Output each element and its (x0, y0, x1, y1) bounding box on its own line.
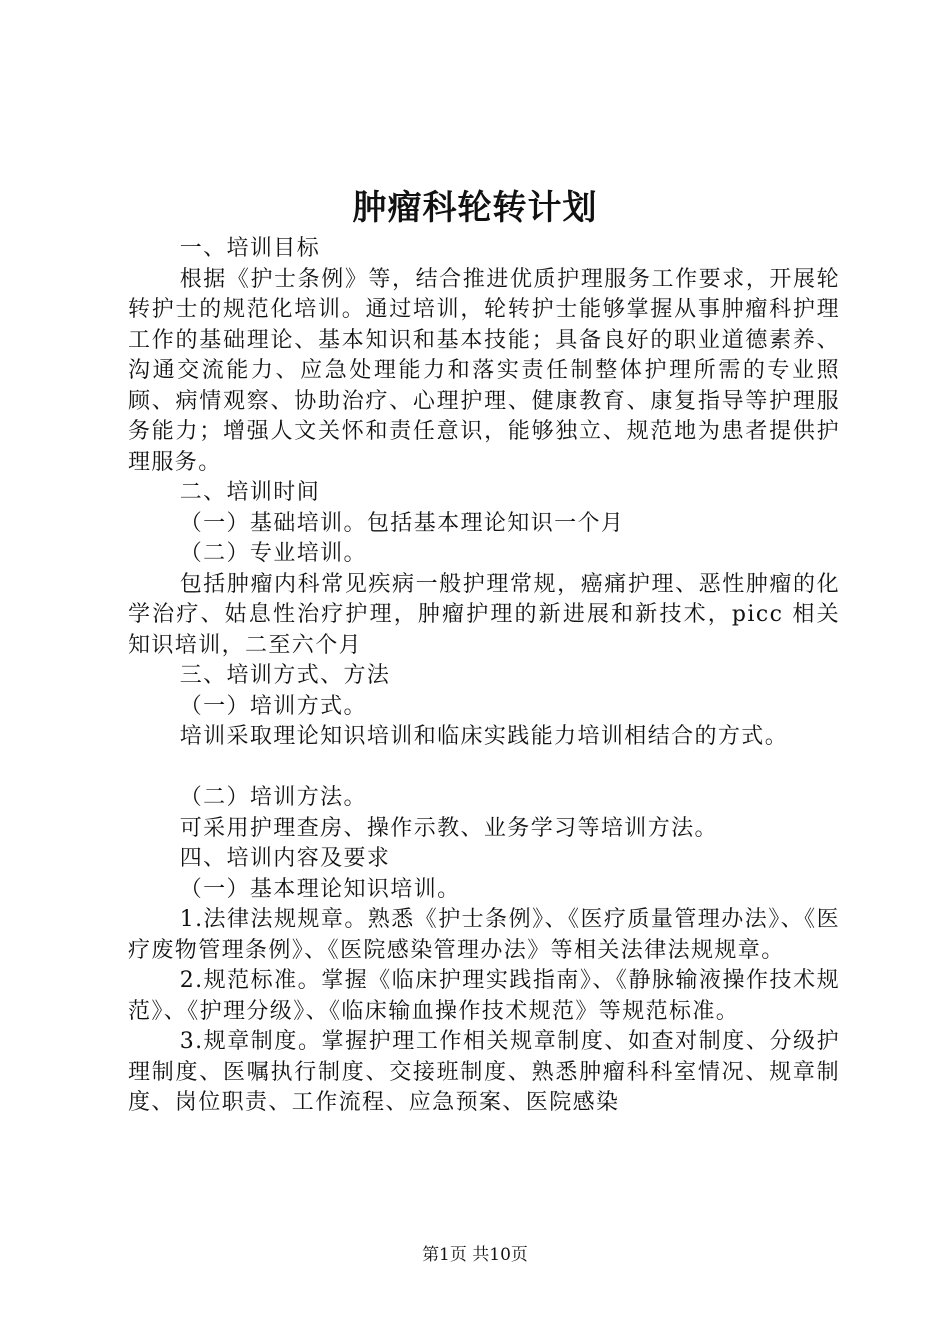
paragraph: 3.规章制度。掌握护理工作相关规章制度、如查对制度、分级护理制度、医嘱执行制度、交接班制度、熟悉肿瘤科科室情况、规章制度、岗位职责、工作流程、应急预案、医院感染 (128, 1029, 840, 1115)
paragraph: （一）培训方式。 (179, 693, 367, 719)
paragraph: （二）培训方法。 (179, 785, 367, 810)
paragraph: 培训采取理论知识培训和临床实践能力培训相结合的方式。 (179, 724, 789, 749)
page-footer: 第1页 共10页 (422, 1245, 528, 1265)
paragraph: 根据《护士条例》等，结合推进优质护理服务工作要求，开展轮转护士的规范化培训。通过培训，轮转护士能够掌握从事肿瘤科护理工作的基础理论、基本知识和基本技能；具备良好的职业道德素养、沟通交流能力、应急处理能力和落实责任制整体护理所需的专业照顾、病情观察、协助治疗、心理护理、健康教育、康复指导等护理服务能力；增强人文关怀和责任意识，能够独立、规范地为患者提供护理服务。 (128, 266, 840, 475)
paragraph: （一）基本理论知识培训。 (179, 876, 461, 902)
paragraph: 2.规范标准。掌握《临床护理实践指南》、《静脉输液操作技术规范》、《护理分级》、《临床输血操作技术规范》等规范标准。 (128, 968, 840, 1024)
paragraph: （一）基础培训。包括基本理论知识一个月 (179, 510, 625, 536)
paragraph: 1.法律法规规章。熟悉《护士条例》、《医疗质量管理办法》、《医疗废物管理条例》、《医院感染管理办法》等相关法律法规规章。 (128, 907, 840, 963)
paragraph: （二）专业培训。 (179, 541, 367, 566)
paragraph: 可采用护理查房、操作示教、业务学习等培训方法。 (179, 815, 718, 841)
section-heading: 一、培训目标 (179, 236, 321, 261)
section-heading: 三、培训方式、方法 (179, 663, 391, 688)
section-heading: 四、培训内容及要求 (179, 846, 391, 871)
paragraph: 包括肿瘤内科常见疾病一般护理常规，癌痛护理、恶性肿瘤的化学治疗、姑息性治疗护理，肿瘤护理的新进展和新技术，picc 相关知识培训，二至六个月 (128, 571, 840, 658)
document-body (128, 234, 840, 1119)
section-heading: 二、培训时间 (179, 480, 321, 505)
blank-line (128, 753, 840, 784)
document-title: 肿瘤科轮转计划 (352, 188, 598, 228)
